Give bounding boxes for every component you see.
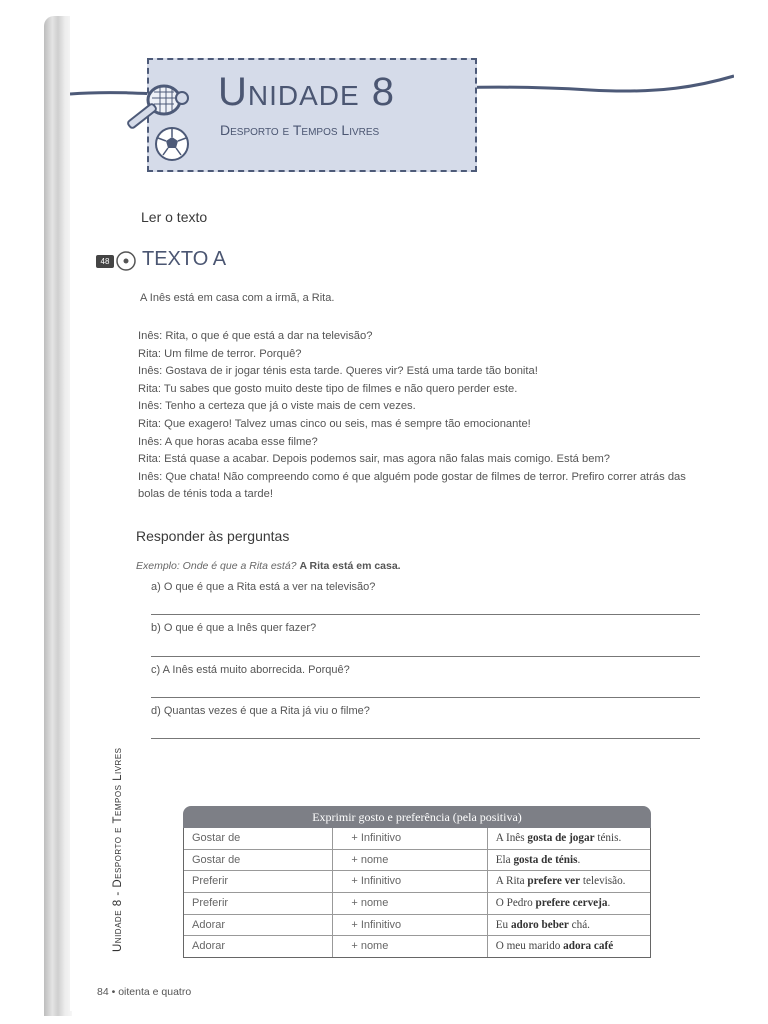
table-cell-verb: Adorar	[184, 915, 333, 936]
preference-table-grid	[183, 828, 651, 958]
table-row	[184, 914, 650, 936]
cd-audio-icon	[116, 251, 136, 271]
football-icon	[154, 126, 190, 162]
unit-subtitle: Desporto e Tempos Livres	[220, 122, 380, 138]
answer-line-c[interactable]	[151, 697, 700, 698]
dialogue-line: Inês: Rita, o que é que está a dar na televisão?	[138, 330, 373, 342]
table-cell-example: O Pedro prefere cerveja.	[495, 897, 611, 910]
text-title: TEXTO A	[142, 248, 227, 270]
question-c: c) A Inês está muito aborrecida. Porquê?	[151, 664, 350, 676]
reading-section-title: Ler o texto	[141, 209, 208, 225]
table-row	[184, 849, 650, 871]
dialogue-line: Rita: Está quase a acabar. Depois podemos sair, mas agora não falas mais comigo. Está bem?	[138, 453, 610, 466]
dialogue-line: Rita: Que exagero! Talvez umas cinco ou seis, mas é sempre tão emocionante!	[138, 417, 531, 430]
example-answer: A Rita está em casa.	[299, 560, 401, 572]
table-row	[184, 892, 650, 914]
answer-line-d[interactable]	[151, 738, 700, 739]
dialogue-line: Inês: Que chata! Não compreendo como é que alguém pode gostar de filmes de terror. Prefiro correr atrás das	[138, 470, 686, 483]
audio-track-badge: 48	[96, 255, 114, 268]
table-cell-example: Eu adoro beber chá.	[495, 918, 590, 931]
table-cell-form: + nome	[333, 850, 487, 871]
example-question: Exemplo: Onde é que a Rita está?	[136, 560, 297, 572]
table-cell-form: + nome	[333, 893, 487, 914]
dialogue-line: Inês: A que horas acaba esse filme?	[138, 435, 318, 448]
question-b: b) O que é que a Inês quer fazer?	[151, 622, 317, 634]
preference-table-title: Exprimir gosto e preferência (pela positiva)	[183, 806, 651, 828]
table-cell-example: O meu marido adora café	[495, 940, 614, 953]
book-page-edge	[44, 16, 72, 1016]
questions-section-title: Responder às perguntas	[136, 528, 290, 544]
dialogue-line: Inês: Gostava de ir jogar ténis esta tarde. Queres vir? Está uma tarde tão bonita!	[138, 365, 538, 378]
table-cell-form: + Infinitivo	[333, 828, 487, 849]
table-cell-form: + nome	[333, 936, 487, 957]
table-cell-form: + Infinitivo	[333, 871, 487, 892]
table-cell-verb: Gostar de	[184, 850, 333, 871]
table-cell-form: + Infinitivo	[333, 915, 487, 936]
table-cell-example: Ela gosta de ténis.	[495, 853, 581, 866]
table-row	[184, 828, 650, 849]
side-unit-label: Unidade 8 - Desporto e Tempos Livres	[112, 747, 124, 952]
question-a: a) O que é que a Rita está a ver na televisão?	[151, 581, 376, 593]
question-d: d) Quantas vezes é que a Rita já viu o filme?	[151, 705, 370, 717]
table-row	[184, 870, 650, 892]
page-footer: 84 • oitenta e quatro	[97, 986, 192, 998]
table-cell-verb: Preferir	[184, 893, 333, 914]
table-cell-example: A Inês gosta de jogar ténis.	[495, 832, 622, 844]
text-intro: A Inês está em casa com a irmã, a Rita.	[140, 292, 335, 304]
dialogue	[138, 328, 718, 504]
unit-title: Unidade 8	[218, 70, 396, 114]
example-line	[136, 560, 401, 572]
dialogue-line: Rita: Tu sabes que gosto muito deste tipo de filmes e não quero perder este.	[138, 382, 518, 395]
dialogue-line: bolas de ténis toda a tarde!	[138, 488, 273, 501]
dialogue-line: Rita: Um filme de terror. Porquê?	[138, 347, 302, 360]
answer-line-a[interactable]	[151, 614, 700, 615]
answer-line-b[interactable]	[151, 656, 700, 657]
table-cell-verb: Preferir	[184, 871, 333, 892]
table-cell-verb: Gostar de	[184, 828, 333, 849]
dialogue-line: Inês: Tenho a certeza que já o viste mais de cem vezes.	[138, 400, 416, 413]
table-row	[184, 935, 650, 957]
table-cell-example: A Rita prefere ver televisão.	[495, 875, 626, 888]
preference-table	[183, 806, 651, 958]
table-cell-verb: Adorar	[184, 936, 333, 957]
